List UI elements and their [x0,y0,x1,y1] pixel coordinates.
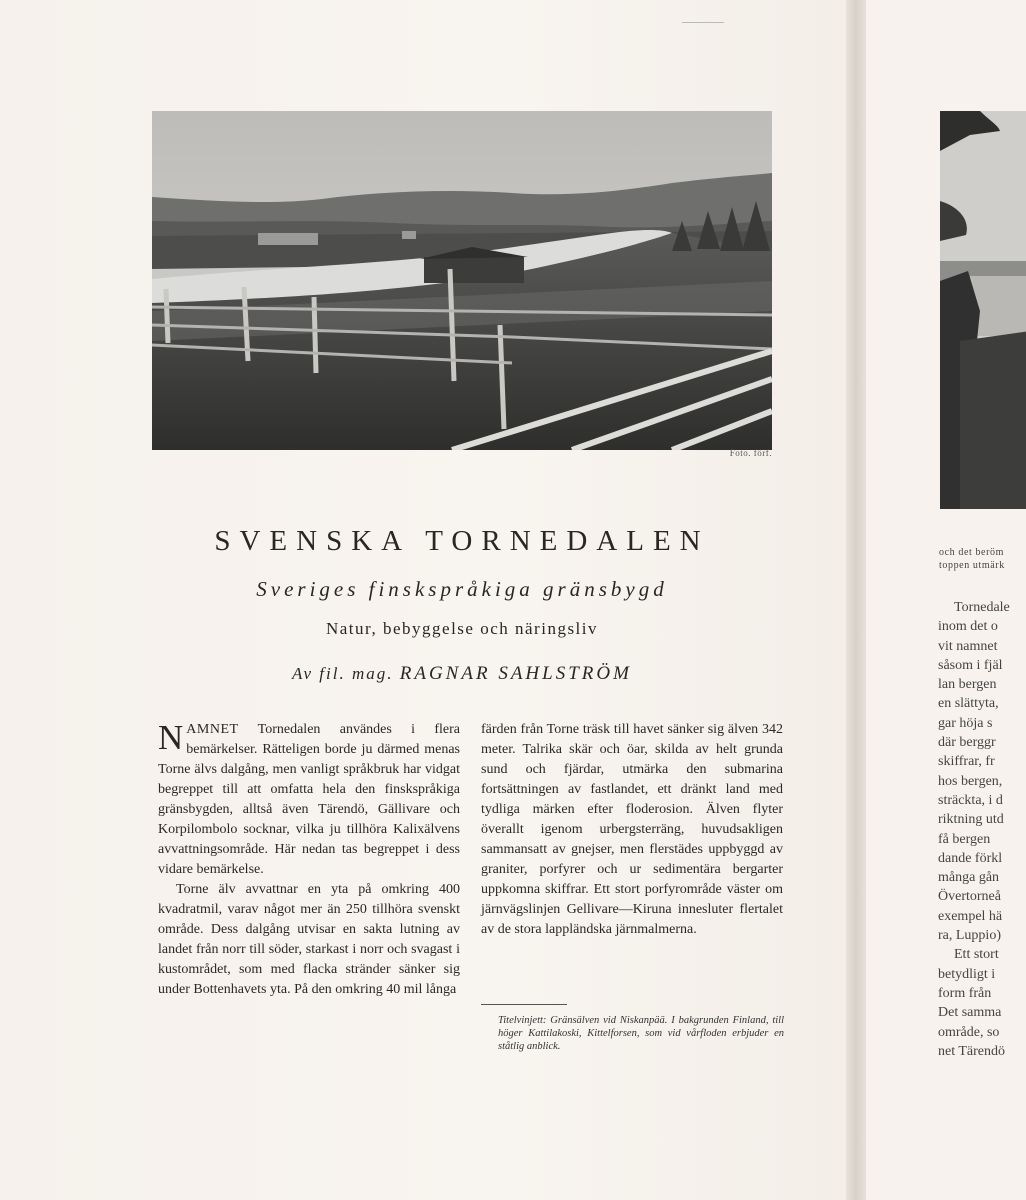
partial-photo [940,111,1026,509]
text-line: skiffrar, fr [938,754,995,770]
paragraph: färden från Torne träsk till havet sänker sig älven 342 meter. Talrika skär och öar, skilda av helt grunda sund och fjärdar, utmärka den submarina fortsättningen av fastlandet, ett dränkt land med tydliga märken efter floderosion. Älven flyter överallt igenom urbergsterräng, huvudsakligen sammansatt av gnejser, men flerstädes uppbyggd av graniter, porfyrer och ur sedimentära bergarter uppkomna skiffrar. Ett stort porfyrområde väster om järnvägslinjen Gellivare—Kiruna innesluter flertalet av de stora lappländska järnmalmerna. [481,722,783,937]
right-page-caption [939,546,1005,572]
text-line: riktning utd [938,812,1004,828]
lead-word: AMNET [186,722,239,737]
right-page-text [938,598,1010,1061]
byline [152,663,772,685]
text-line: Övertorneå [938,889,1001,905]
text-line: Det samma [938,1005,1002,1021]
text-line: Tornedale [954,600,1010,615]
text-line: där berggr [938,735,996,751]
paragraph [158,720,460,880]
caption-divider [481,1004,567,1005]
caption-line: och det beröm [939,547,1005,558]
text-line: få bergen [938,831,991,847]
text-column-1 [158,720,460,1000]
text-line: ra, Luppio) [938,928,1001,944]
article-title: SVENSKA TORNEDALEN [214,525,710,557]
photo-credit: Foto. förf. [729,448,772,458]
text-line: en slättyta, [938,696,999,712]
text-line: net Tärendö [938,1043,1005,1059]
paragraph: Torne älv avvattnar en yta på omkring 400 kvadratmil, varav något mer än 250 tillhöra svenskt område. Dess dalgång utvisar en sakta lutning av landet från norr till söder, starkast i norr och svagast i kustområdet, som med flacka stränder sänker sig under Bottenhavets yta. På den omkring 40 mil långa [158,882,460,997]
text-line: betydligt i [938,966,996,982]
text-line: vit namnet [938,638,998,654]
right-page [866,0,1026,1200]
book-gutter [846,0,868,1200]
river-landscape-photo [152,111,772,450]
byline-prefix: Av fil. mag. [292,664,394,683]
text-line: många gån [938,870,1000,886]
partial-photo-illustration [940,111,1026,509]
text-line: form från [938,985,992,1001]
drop-cap: N [158,718,184,757]
text-line: inom det o [938,619,998,635]
text-line: område, so [938,1024,1000,1040]
caption-line: toppen utmärk [939,560,1005,571]
text-line: sträckta, i d [938,792,1003,808]
author-name: RAGNAR SAHLSTRÖM [399,663,632,684]
text-line: dande förkl [938,850,1003,866]
page-mark [682,22,724,23]
text-column-2 [481,720,783,940]
text-line: lan bergen [938,677,997,693]
photo-illustration [152,111,772,450]
title-vignette-caption: Titelvinjett: Gränsälven vid Niskanpää. I bakgrunden Finland, till höger Kattilakoski, Kittelforsen, som vid vårfloden erbjuder en ståtlig anblick. [498,1015,784,1052]
article-subheading: Natur, bebyggelse och näringsliv [325,619,599,638]
article-subtitle: Sveriges finskspråkiga gränsbygd [256,577,668,601]
text-line: Ett stort [954,947,999,963]
text-line: hos bergen, [938,773,1003,789]
paragraph-text: Tornedalen användes i flera bemärkelser. Rätteligen borde ju därmed menas Torne älvs dalgång, men vanligt språkbruk har vidgat begreppet till att omfatta hela den finskspråkiga gränsbygden, alltså även Tärendö, Gällivare och Korpilombolo socknar, vilka ju tillhöra Kalixälvens avvattningsområde. Här nedan tas begreppet i dess vidare bemärkelse. [158,722,460,877]
text-line: såsom i fjäl [938,657,1003,673]
text-line: exempel hä [938,908,1003,924]
text-line: gar höja s [938,715,993,731]
